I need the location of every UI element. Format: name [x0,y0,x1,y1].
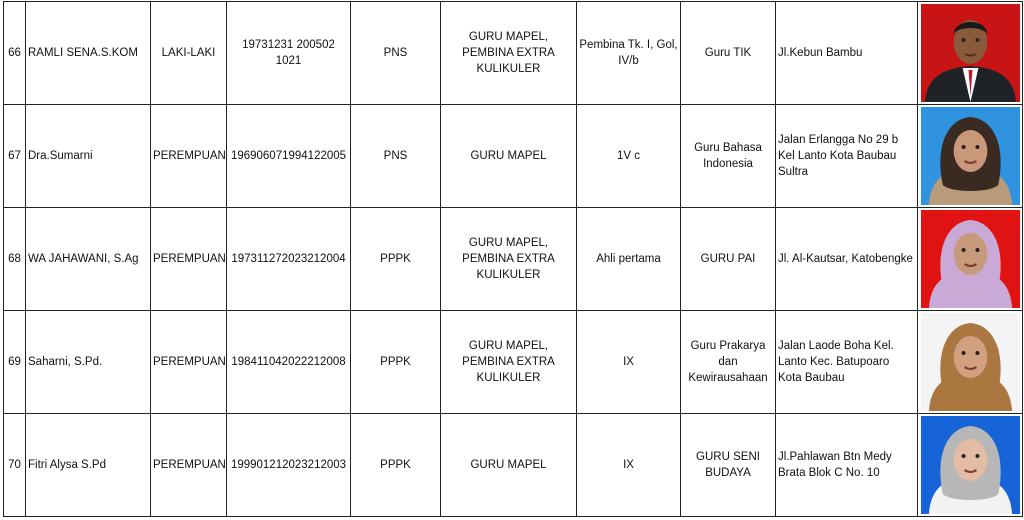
photo-cell [918,105,1023,208]
cell-nip: 19731231 200502 1021 [242,39,335,67]
nip [227,105,351,208]
table-row [4,414,1023,517]
cell-duty: GURU MAPEL [470,459,547,471]
rank [577,105,681,208]
teacher-photo [921,313,1020,411]
cell-nip: 199901212023212003 [230,459,347,471]
cell-gender: PEREMPUAN [153,356,226,368]
table-row [4,2,1023,105]
nip [227,208,351,311]
cell-no: 69 [8,356,21,368]
cell-rank: IX [623,459,634,471]
address [776,2,918,105]
cell-gender: PEREMPUAN [153,253,226,265]
cell-rank: Ahli pertama [596,253,661,265]
photo-cell [918,311,1023,414]
rank [577,311,681,414]
cell-no: 67 [8,150,21,162]
cell-name: WA JAHAWANI, S.Ag [28,253,139,265]
teacher-table [3,1,1023,517]
subject [681,414,776,517]
duty [441,414,577,517]
row-number [4,105,26,208]
nip [227,2,351,105]
cell-status: PPPK [380,356,411,368]
cell-no: 70 [8,459,21,471]
rank [577,2,681,105]
row-number [4,2,26,105]
nip [227,414,351,517]
cell-gender: LAKI-LAKI [161,47,216,59]
cell-name: Dra.Sumarni [28,150,93,162]
cell-duty: GURU MAPEL [470,150,547,162]
cell-address: Jl.Pahlawan Btn Medy Brata Blok C No. 10 [778,451,892,479]
teacher-name [26,311,151,414]
cell-address: Jalan Laode Boha Kel. Lanto Kec. Batupoaro Kota Baubau [778,340,894,384]
cell-subject: Guru Prakarya dan Kewirausahaan [688,340,768,384]
table-row [4,105,1023,208]
cell-name: RAMLI SENA.S.KOM [28,47,138,59]
cell-nip: 198411042022212008 [231,356,346,368]
cell-name: Fitri Alysa S.Pd [28,459,106,471]
cell-gender: PEREMPUAN [153,150,226,162]
address [776,311,918,414]
row-number [4,311,26,414]
teacher-photo [921,210,1020,308]
gender [151,2,227,105]
employment-status [351,414,441,517]
employment-status [351,105,441,208]
rank [577,208,681,311]
nip [227,311,351,414]
subject [681,105,776,208]
portrait-image [921,313,1020,411]
teacher-name [26,2,151,105]
gender [151,414,227,517]
table-body [4,2,1023,517]
portrait-image [921,210,1020,308]
cell-no: 68 [8,253,21,265]
cell-address: Jl.Kebun Bambu [778,47,863,59]
teacher-photo [921,4,1020,102]
employment-status [351,208,441,311]
gender [151,208,227,311]
duty [441,2,577,105]
table-row [4,208,1023,311]
teacher-name [26,414,151,517]
duty [441,105,577,208]
cell-subject: GURU PAI [700,253,756,265]
table-row [4,311,1023,414]
rank [577,414,681,517]
cell-rank: 1V c [616,150,640,162]
cell-subject: Guru Bahasa Indonesia [694,142,762,170]
address [776,414,918,517]
photo-cell [918,2,1023,105]
employment-status [351,311,441,414]
cell-status: PNS [383,150,408,162]
cell-gender: PEREMPUAN [153,459,226,471]
portrait-image [921,107,1020,205]
cell-no: 66 [8,47,21,59]
cell-address: Jalan Erlangga No 29 b Kel Lanto Kota Baubau Sultra [778,134,899,178]
cell-status: PPPK [380,459,411,471]
subject [681,311,776,414]
cell-name: Saharni, S.Pd. [28,356,103,368]
teacher-name [26,105,151,208]
duty [441,208,577,311]
cell-duty: GURU MAPEL, PEMBINA EXTRA KULIKULER [462,31,555,75]
subject [681,208,776,311]
cell-subject: GURU SENI BUDAYA [696,451,760,479]
cell-nip: 196906071994122005 [230,150,347,162]
cell-rank: Pembina Tk. I, Gol, IV/b [579,39,678,67]
cell-nip: 197311272023212004 [231,253,346,265]
subject [681,2,776,105]
row-number [4,208,26,311]
teacher-name [26,208,151,311]
photo-cell [918,414,1023,517]
teacher-photo [921,107,1020,205]
address [776,105,918,208]
cell-duty: GURU MAPEL, PEMBINA EXTRA KULIKULER [462,340,555,384]
address [776,208,918,311]
teacher-photo [921,416,1020,514]
cell-subject: Guru TIK [704,47,752,59]
portrait-image [921,4,1020,102]
cell-address: Jl. Al-Kautsar, Katobengke [778,253,913,265]
duty [441,311,577,414]
cell-duty: GURU MAPEL, PEMBINA EXTRA KULIKULER [462,237,555,281]
cell-rank: IX [623,356,634,368]
employment-status [351,2,441,105]
gender [151,105,227,208]
photo-cell [918,208,1023,311]
gender [151,311,227,414]
row-number [4,414,26,517]
portrait-image [921,416,1020,514]
cell-status: PNS [383,47,408,59]
cell-status: PPPK [380,253,411,265]
